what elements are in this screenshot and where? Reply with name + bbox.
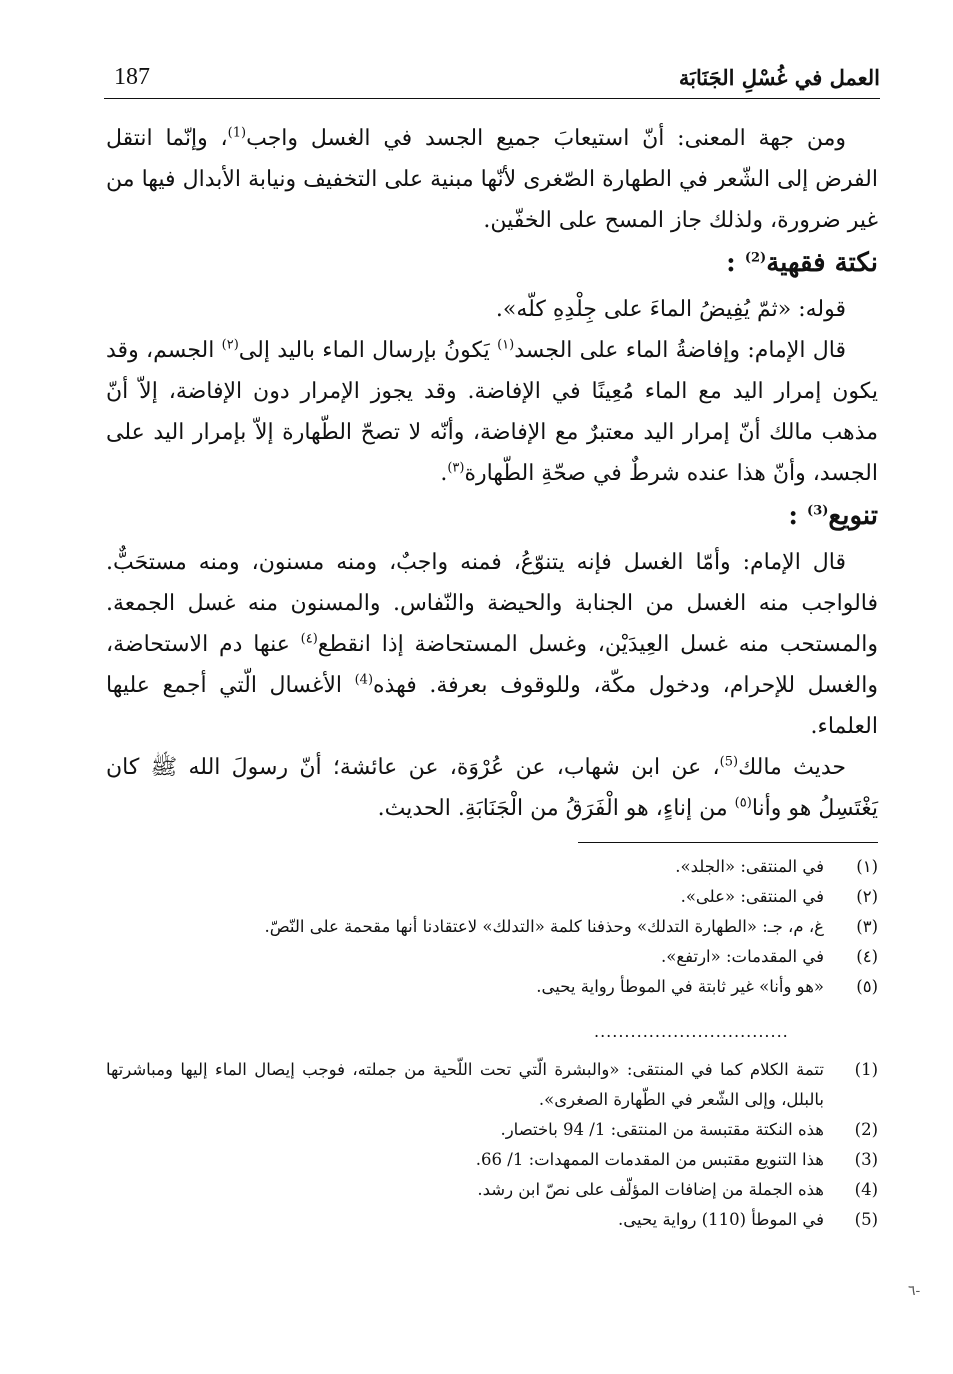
page-number: 187 [114,64,150,90]
footnote-ref[interactable]: (٣) [447,460,465,476]
paragraph-ghusl-types: قال الإمام: وأمّا الغسل فإنه يتنوّعُ، فمنه واجبٌ، ومنه مسنون، ومنه مستحَبٌّ. فالواجب منه الغسل من الجنابة والحيضة والنّفاس. والمسنون منه غسل الجمعة. والمستحب منه غسل العِيدَيْن، وغسل المستحاضة إذا انقطع$^{(٤)}$ عنها دم الاستحاضة، والغسل للإحرام، ودخول مكّة، وللوقوف بعرفة. فهذه$^{(4)}$ الأغسال الّتي أجمع عليها العلماء. [106,550,878,739]
footnote-item: (3) هذا التنويع مقتبس من المقدمات الممهدات: 1/ 66. [475,1150,878,1169]
footnote-item: (2) هذه النكتة مقتبسة من المنتقى: 1/ 94 باختصار. [500,1120,878,1139]
page-header [104,62,880,104]
dotted-separator: ................................ [594,1022,789,1041]
main-text [106,118,878,829]
footnotes-editor [106,1055,878,1235]
footnote-ref[interactable]: (2) [744,250,767,266]
header-rule [104,98,880,99]
paragraph-meaning: ومن جهة المعنى: أنّ استيعابَ جميع الجسد في الغسل واجب$^{(1)}$، وإنّما انتقل الفرض إلى الشّعر في الطهارة الصّغرى لأنّها مبنية على التخفيف ونيابة الأبدال فيها من غير ضرورة، ولذلك جاز المسح على الخفّين. [106,125,878,233]
footnote-ref[interactable]: (3) [807,503,829,519]
footnote-item: (١) في المنتقى: «الجلد». [675,857,878,876]
corner-mark: ٦- [908,1283,921,1299]
footnote-item: (4) هذه الجملة من إضافات المؤلّف على نصّ ابن رشد. [477,1180,878,1199]
paragraph-hadith: حديث مالك$^{(5)}$، عن ابن شهاب، عن عُرْوَة، عن عائشة؛ أنّ رسولَ الله ﷺ كان يَغْتَسِلُ هو وأنا$^{(٥)}$ من إناءٍ، هو الْفَرَقُ من الْجَنَابَةِ. الحديث. [106,754,878,821]
running-title: العمل في غُسْلِ الجَنَابَة [678,65,880,90]
footnote-ref[interactable]: (4) [354,672,374,688]
footnote-ref[interactable]: (٤) [300,631,318,647]
footnote-item: (٢) في المنتقى: «على». [680,887,878,906]
footnote-ref[interactable]: (٥) [734,795,752,811]
footnotes-source [106,852,878,1002]
paragraph-imam-ifada: قال الإمام: وإفاضةُ الماء على الجسد$^{(١)}$ يَكونُ بإرسال الماء باليد إلى$^{(٢)}$ الجسم، وقد يكون إمرار اليد مع الماء مُعِينًا في الإفاضة. وقد يجوز الإمرار دون الإفاضة، إلاّ أنّ مذهب مالك أنّ إمرار اليد معتبرٌ مع الإفاضة، وأنّه لا تصحّ الطّهارة إلاّ بإمرار اليد على الجسد، وأنّ هذا عنده شرطٌ في صحّةِ الطّهارة$^{(٣)}$. [106,337,878,486]
footnote-ref[interactable]: (٢) [221,337,239,353]
footnote-ref[interactable]: (1) [227,125,247,141]
footnote-item: (٥) «هو وأنا» غير ثابتة في الموطأ رواية يحيى. [536,977,878,996]
footnote-ref[interactable]: (١) [497,337,515,353]
footnote-item: (٤) في المقدمات: «ارتفع». [661,947,878,966]
heading-fiqh-note: نكتة فقهية$^{(2)}$ : [726,248,878,278]
footnote-ref[interactable]: (5) [719,754,739,770]
footnote-item: (1) تتمة الكلام كما في المنتقى: «والبشرة الّتي تحت اللّحية من جملته، فوجب إيصال الماء إليها ومباشرتها بالبلل، وإلى الشّعر في الطّهارة الصغرى». [106,1060,878,1109]
footnote-item: (5) في الموطأ (110) رواية يحيى. [617,1210,878,1229]
paragraph-quote: قوله: «ثمّ يُفِيضُ الماءَ على جِلْدِهِ كلّه». [495,297,846,322]
footnote-separator [578,842,878,843]
footnote-item: (٣) غ، م، جـ: «الطهارة التدلك» وحذفنا كلمة «التدلك» لاعتقادنا أنها مقحمة على النّصّ. [264,917,878,936]
heading-classification: تنويع$^{(3)}$ : [788,501,878,531]
